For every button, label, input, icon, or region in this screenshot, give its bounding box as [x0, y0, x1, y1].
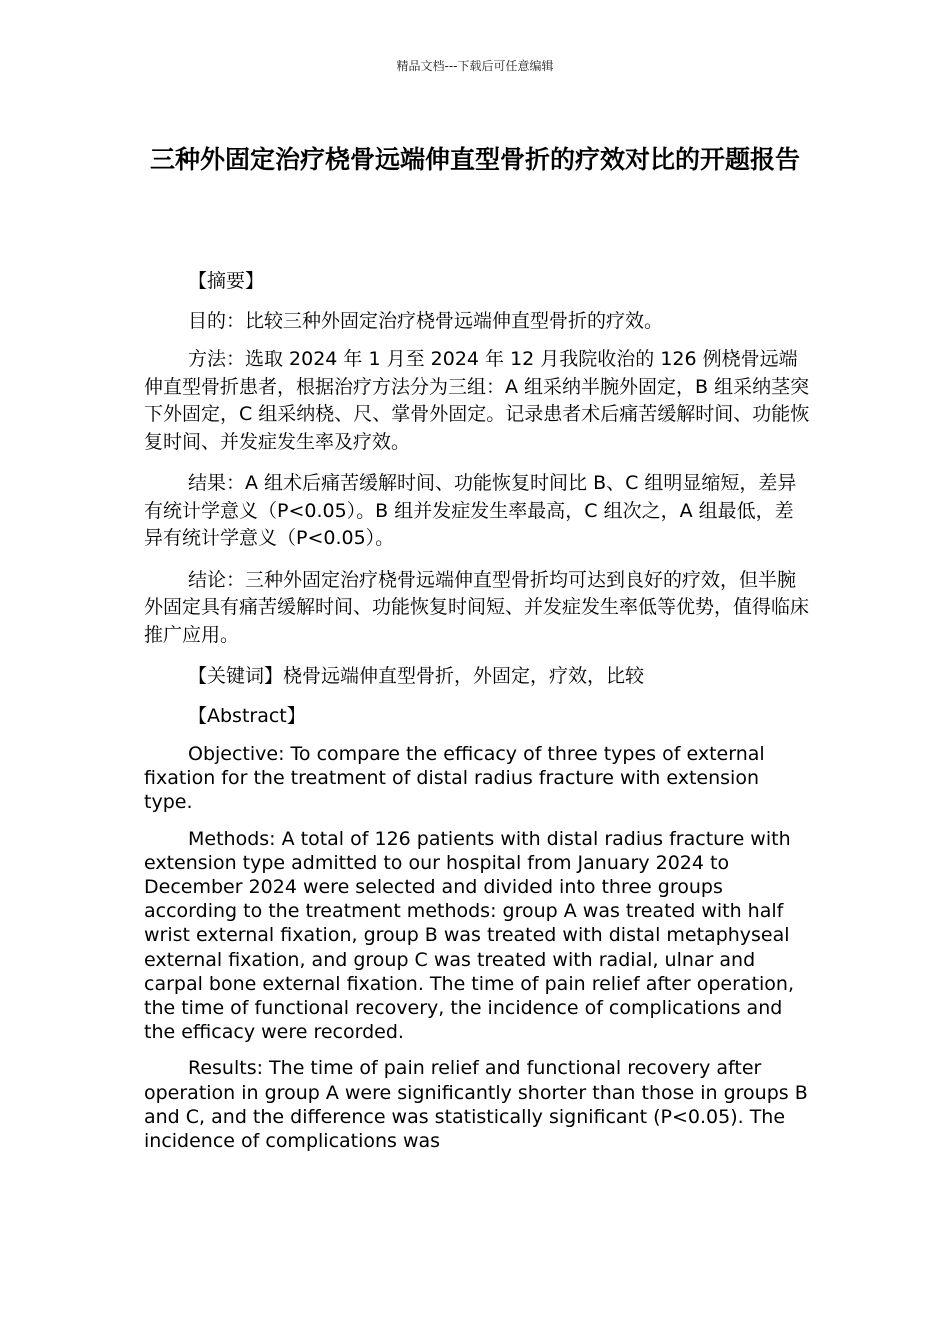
objective-cn: 目的：比较三种外固定治疗桡骨远端伸直型骨折的疗效。: [188, 309, 664, 332]
results-en: Results: The time of pain relief and functional recovery after operation in group A were significantly shorter than those in groups B and C, and the difference was statistically significant (P<0.05). The incidence of complications was: [144, 1057, 808, 1153]
document-body: [144, 268, 812, 1153]
conclusion-cn: 结论：三种外固定治疗桡骨远端伸直型骨折均可达到良好的疗效，但半腕外固定具有痛苦缓解时间、功能恢复时间短、并发症发生率低等优势，值得临床推广应用。: [144, 568, 810, 646]
abstract-heading-en: 【Abstract】: [188, 704, 306, 727]
methods-en: Methods: A total of 126 patients with distal radius fracture with extension type admitted to our hospital from January 2024 to December 2024 were selected and divided into three groups according to the treatment methods: group A was treated with half wrist external fixation, group B was treated with distal metaphyseal external fixation, and group C was treated with radial, ulnar and carpal bone external fixation. The time of pain relief after operation, the time of functional recovery, the incidence of complications and the efficacy were recorded.: [144, 827, 794, 1044]
results-cn: 结果：A 组术后痛苦缓解时间、功能恢复时间比 B、C 组明显缩短，差异有统计学意义（P<0.05）。B 组并发症发生率最高，C 组次之，A 组最低，差异有统计学意义（P<0.05）。: [144, 472, 797, 549]
header-note: 精品文档---下载后可任意编辑: [396, 59, 554, 73]
document-title: 三种外固定治疗桡骨远端伸直型骨折的疗效对比的开题报告: [149, 145, 800, 174]
objective-en: Objective: To compare the efficacy of three types of external fixation for the treatment of distal radius fracture with extension type.: [144, 743, 765, 814]
abstract-heading-cn: 【摘要】: [188, 270, 265, 292]
keywords-cn: 【关键词】桡骨远端伸直型骨折，外固定，疗效，比较: [188, 665, 645, 687]
methods-cn: 方法：选取 2024 年 1 月至 2024 年 12 月我院收治的 126 例桡骨远端伸直型骨折患者，根据治疗方法分为三组：A 组采纳半腕外固定，B 组采纳茎突下外固定，C 组采纳桡、尺、掌骨外固定。记录患者术后痛苦缓解时间、功能恢复时间、并发症发生率及疗效。: [144, 348, 810, 453]
